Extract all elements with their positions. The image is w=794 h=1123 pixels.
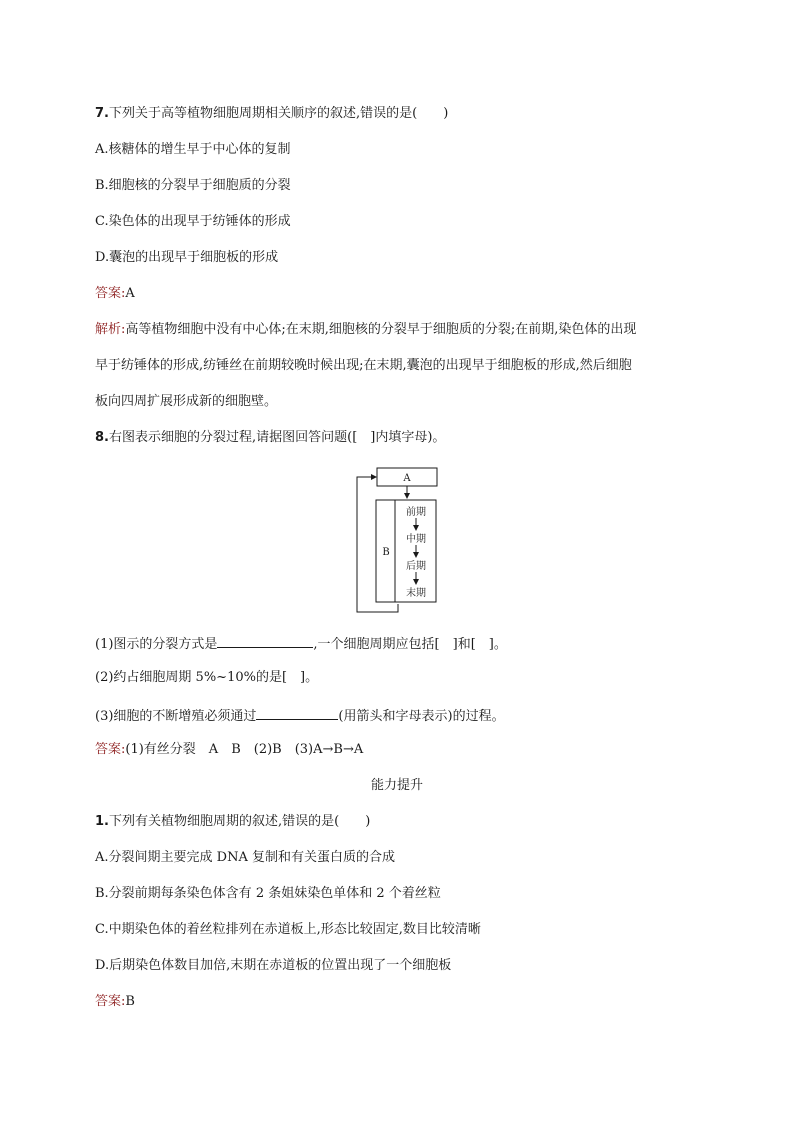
phase-prophase: 前期 [406,507,426,518]
q8-sub-2: (2)约占细胞周期 5%~10%的是[ ]。 [95,670,319,685]
q7-option-a: A.核糖体的增生早于中心体的复制 [95,142,291,157]
q7-option-c: C.染色体的出现早于纺锤体的形成 [95,214,291,229]
q8-sub-1-b: ,一个细胞周期应包括[ ]和[ ]。 [313,637,507,652]
box-b-label: B [382,547,390,558]
q8-sub-3 [95,705,505,726]
q8-sub-3-b: (用箭头和字母表示)的过程。 [338,709,505,724]
q7-answer-label: 答案: [95,286,126,301]
q8-sub-3-blank[interactable] [256,705,338,720]
q8-answer-value: (1)有丝分裂 A B (2)B (3)A→B→A [125,742,364,757]
q8-answer [95,741,363,759]
q7-option-b: B.细胞核的分裂早于细胞质的分裂 [95,178,291,193]
section-title: 能力提升 [370,778,423,793]
p1-number: 1. [95,814,109,829]
q7-number: 7. [95,106,109,121]
q7-option-d: D.囊泡的出现早于细胞板的形成 [95,250,279,265]
phase-telophase: 末期 [406,588,426,599]
q7-stem: 下列关于高等植物细胞周期相关顺序的叙述,错误的是( ) [108,106,449,121]
q8-stem: 右图表示细胞的分裂过程,请据图回答问题([ ]内填字母)。 [108,430,446,445]
q8-sub-3-a: (3)细胞的不断增殖必须通过 [95,709,257,724]
q8-answer-label: 答案: [95,742,126,757]
q7-analysis-text-1: 高等植物细胞中没有中心体;在末期,细胞核的分裂早于细胞质的分裂;在前期,染色体的出现 [125,322,637,337]
p1-option-a: A.分裂间期主要完成 DNA 复制和有关蛋白质的合成 [95,850,395,865]
p1-option-b: B.分裂前期每条染色体含有 2 条姐妹染色单体和 2 个着丝粒 [95,886,441,901]
q8-number: 8. [95,430,109,445]
p1-answer-value: B [125,994,135,1009]
q7-answer [95,285,135,303]
q7-analysis-line-3: 板向四周扩展形成新的细胞壁。 [95,394,278,409]
q8-stem-line [95,429,445,447]
q7-analysis-line-2: 早于纺锤体的形成,纺锤丝在前期较晚时候出现;在末期,囊泡的出现早于细胞板的形成,然后细胞 [95,358,632,373]
box-a-label: A [403,473,411,484]
p1-option-d: D.后期染色体数目加倍,末期在赤道板的位置出现了一个细胞板 [95,958,452,973]
p1-stem-line [95,813,370,831]
q8-sub-1-blank[interactable] [217,633,313,648]
q7-answer-value: A [125,286,135,301]
cell-cycle-diagram [350,462,450,617]
p1-answer [95,993,135,1011]
phase-anaphase: 后期 [406,561,426,572]
q7-analysis-line-1 [95,321,636,339]
p1-option-c: C.中期染色体的着丝粒排列在赤道板上,形态比较固定,数目比较清晰 [95,922,481,937]
p1-stem: 下列有关植物细胞周期的叙述,错误的是( ) [108,814,371,829]
p1-answer-label: 答案: [95,994,126,1009]
q7-analysis-label: 解析: [95,322,126,337]
phase-metaphase: 中期 [406,534,426,545]
q8-sub-1-a: (1)图示的分裂方式是 [95,637,218,652]
q7-stem-line [95,105,448,123]
q8-sub-1 [95,633,507,654]
